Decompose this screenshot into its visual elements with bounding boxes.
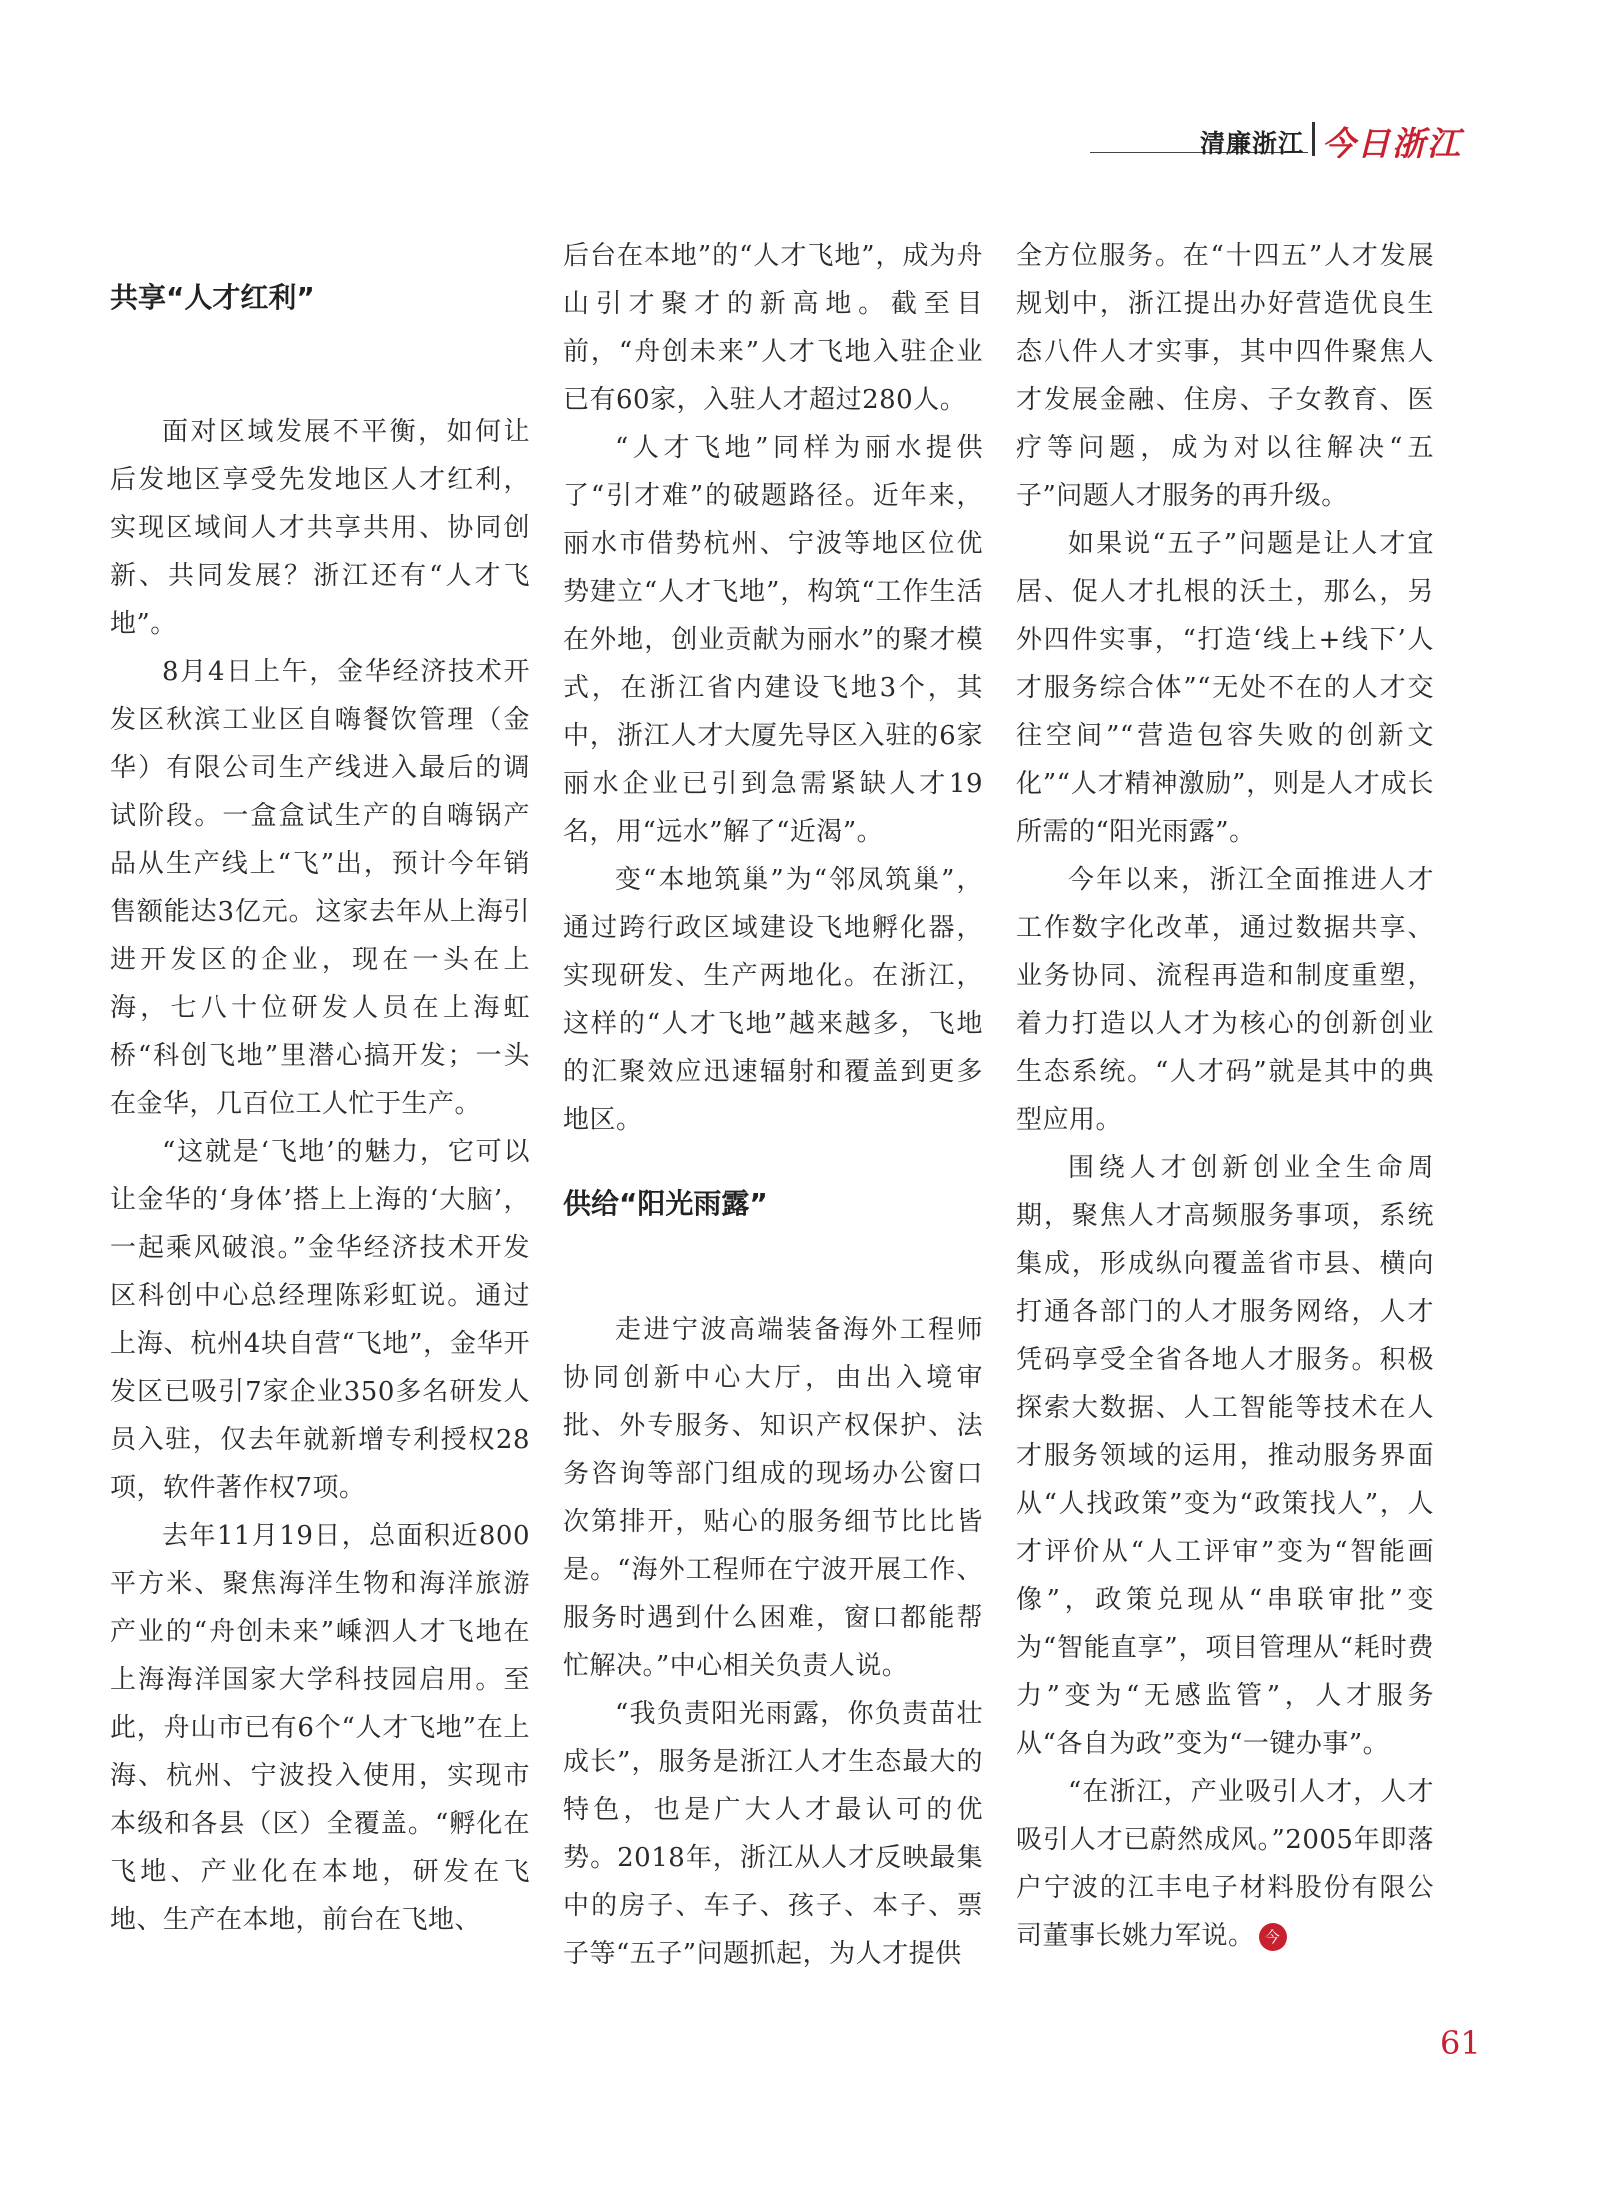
column-3 [1016,232,1434,1960]
column-1 [110,232,530,1944]
page-number: 61 [1440,2024,1481,2062]
header-section-title: 清廉浙江 [1200,129,1305,158]
paragraph-continued: 全方位服务。在“十四五”人才发展规划中，浙江提出办好营造优良生态八件人才实事，其中四件聚焦人才发展金融、住房、子女教育、医疗等问题，成为对以往解决“五子”问题人才服务的再升级。 [1016,241,1434,511]
paragraph: 变“本地筑巢”为“邻凤筑巢”，通过跨行政区域建设飞地孵化器，实现研发、生产两地化。在浙江，这样的“人才飞地”越来越多，飞地的汇聚效应迅速辐射和覆盖到更多地区。 [563,865,983,1135]
magazine-logo: 今日浙江 [1322,124,1462,163]
paragraph: “我负责阳光雨露，你负责苗壮成长”，服务是浙江人才生态最大的特色，也是广大人才最认可的优势。2018年，浙江从人才反映最集中的房子、车子、孩子、本子、票子等“五子”问题抓起，为人才提供 [563,1699,983,1969]
paragraph: 去年11月19日，总面积近800平方米、聚焦海洋生物和海洋旅游产业的“舟创未来”嵊泗人才飞地在上海海洋国家大学科技园启用。至此，舟山市已有6个“人才飞地”在上海、杭州、宁波投入使用，实现市本级和各县（区）全覆盖。“孵化在飞地、产业化在本地，研发在飞地、生产在本地，前台在飞地、 [110,1521,530,1935]
paragraph: 今年以来，浙江全面推进人才工作数字化改革，通过数据共享、业务协同、流程再造和制度重塑，着力打造以人才为核心的创新创业生态系统。“人才码”就是其中的典型应用。 [1016,865,1434,1135]
paragraph: “这就是‘飞地’的魅力，它可以让金华的‘身体’搭上上海的‘大脑’，一起乘风破浪。”金华经济技术开发区科创中心总经理陈彩虹说。通过上海、杭州4块自营“飞地”，金华开发区已吸引7家企业350多名研发人员入驻，仅去年就新增专利授权28项，软件著作权7项。 [110,1137,530,1503]
paragraph-continued: 后台在本地”的“人才飞地”，成为舟山引才聚才的新高地。截至目前，“舟创未来”人才飞地入驻企业已有60家，入驻人才超过280人。 [563,241,983,415]
header-divider [1312,122,1315,156]
paragraph-final-text: “在浙江，产业吸引人才，人才吸引人才已蔚然成风。”2005年即落户宁波的江丰电子材料股份有限公司董事长姚力军说。 [1016,1777,1434,1951]
paragraph: “人才飞地”同样为丽水提供了“引才难”的破题路径。近年来，丽水市借势杭州、宁波等地区位优势建立“人才飞地”，构筑“工作生活在外地，创业贡献为丽水”的聚才模式，在浙江省内建设飞地3个，其中，浙江人才大厦先导区入驻的6家丽水企业已引到急需紧缺人才19名，用“远水”解了“近渴”。 [563,433,983,847]
paragraph-final [1016,1768,1434,1960]
paragraph: 如果说“五子”问题是让人才宜居、促人才扎根的沃土，那么，另外四件实事，“打造‘线上+线下’人才服务综合体”“无处不在的人才交往空间”“营造包容失败的创新文化”“人才精神激励”，则是人才成长所需的“阳光雨露”。 [1016,529,1434,847]
paragraph: 面对区域发展不平衡，如何让后发地区享受先发地区人才红利，实现区域间人才共享共用、协同创新、共同发展？浙江还有“人才飞地”。 [110,417,530,639]
article-end-icon: 今 [1259,1923,1287,1951]
section-heading-supply: 供给“阳光雨露” [563,1187,768,1220]
paragraph: 围绕人才创新创业全生命周期，聚焦人才高频服务事项，系统集成，形成纵向覆盖省市县、横向打通各部门的人才服务网络，人才凭码享受全省各地人才服务。积极探索大数据、人工智能等技术在人才服务领域的运用，推动服务界面从“人找政策”变为“政策找人”，人才评价从“人工评审”变为“智能画像”，政策兑现从“串联审批”变为“智能直享”，项目管理从“耗时费力”变为“无感监管”，人才服务从“各自为政”变为“一键办事”。 [1016,1153,1434,1759]
paragraph: 走进宁波高端装备海外工程师协同创新中心大厅，由出入境审批、外专服务、知识产权保护、法务咨询等部门组成的现场办公窗口次第排开，贴心的服务细节比比皆是。“海外工程师在宁波开展工作、服务时遇到什么困难，窗口都能帮忙解决。”中心相关负责人说。 [563,1315,983,1681]
column-2 [563,232,983,1978]
section-heading-share: 共享“人才红利” [110,281,315,314]
paragraph: 8月4日上午，金华经济技术开发区秋滨工业区自嗨餐饮管理（金华）有限公司生产线进入最后的调试阶段。一盒盒试生产的自嗨锅产品从生产线上“飞”出，预计今年销售额能达3亿元。这家去年从上海引进开发区的企业，现在一头在上海，七八十位研发人员在上海虹桥“科创飞地”里潜心搞开发；一头在金华，几百位工人忙于生产。 [110,657,530,1119]
